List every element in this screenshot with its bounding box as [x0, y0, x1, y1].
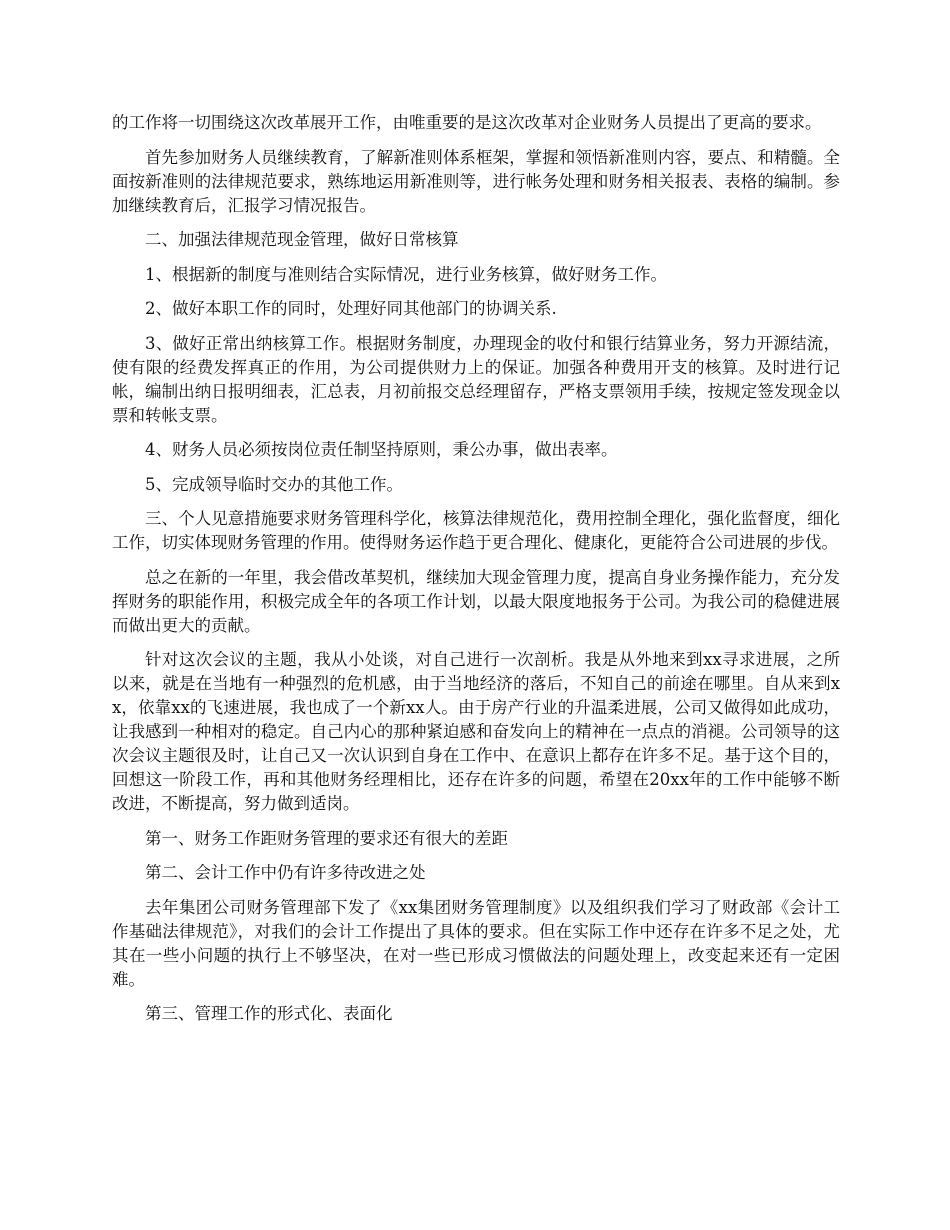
list-item-5: 5、完成领导临时交办的其他工作。 — [145, 474, 403, 494]
paragraph-intro-continuation: 的工作将一切围绕这次改革展开工作，由唯重要的是这次改革对企业财务人员提出了更高的要求。 — [112, 113, 822, 132]
list-item-3: 3、做好正常出纳核算工作。根据财务制度，办理现金的收付和银行结算业务，努力开源结流，使有限的经费发挥真正的作用，为公司提供财力上的保证。加强各种费用开支的核算。及时进行记帐，编制出纳日报明细表，汇总表，月初前报交总经理留存，严格支票领用手续，按规定签发现金以票和转帐支票。 — [112, 333, 840, 425]
paragraph-self-analysis: 针对这次会议的主题，我从小处谈，对自己进行一次剖析。我是从外地来到xx寻求进展，之所以来，就是在当地有一种强烈的危机感，由于当地经济的落后，不知自己的前途在哪里。自从来到xx，依靠xx的飞速进展，我也成了一个新xx人。由于房产行业的升温柔进展，公司又做得如此成功，让我感到一种相对的稳定。自己内心的那种紧迫感和奋发向上的精神在一点点的消褪。公司领导的这次会议主题很及时，让自己又一次认识到自身在工作中、在意识上都存在许多不足。基于这个目的，回想这一阶段工作，再和其他财务经理相比，还存在许多的问题，希望在20xx年的工作中能够不断改进，不断提高，努力做到适岗。 — [112, 650, 840, 813]
paragraph-summary: 总之在新的一年里，我会借改革契机，继续加大现金管理力度，提高自身业务操作能力，充分发挥财务的职能作用，积极完成全年的各项工作计划，以最大限度地报务于公司。为我公司的稳健进展而做出更大的贡献。 — [112, 567, 840, 635]
paragraph-accounting-regulations: 去年集团公司财务管理部下发了《xx集团财务管理制度》以及组织我们学习了财政部《会计工作基础法律规范》，对我们的会计工作提出了具体的要求。但在实际工作中还存在许多不足之处，尤其在一些小问题的执行上不够坚决，在对一些已形成习惯做法的问题处理上，改变起来还有一定困难。 — [112, 897, 840, 989]
section-heading-cash-management: 二、加强法律规范现金管理，做好日常核算 — [145, 230, 459, 249]
list-item-1: 1、根据新的制度与准则结合实际情况，进行业务核算，做好财务工作。 — [145, 264, 667, 284]
point-heading-third: 第三、管理工作的形式化、表面化 — [145, 1004, 393, 1023]
document-page — [112, 111, 840, 1026]
point-heading-second: 第二、会计工作中仍有许多待改进之处 — [145, 863, 426, 882]
list-item-4: 4、财务人员必须按岗位责任制坚持原则，秉公办事，做出表率。 — [145, 440, 618, 459]
paragraph-continuing-education: 首先参加财务人员继续教育，了解新准则体系框架，掌握和领悟新准则内容，要点、和精髓。全面按新准则的法律规范要求，熟练地运用新准则等，进行帐务处理和财务相关报表、表格的编制。参加继续教育后，汇报学习情况报告。 — [112, 147, 840, 215]
point-heading-first: 第一、财务工作距财务管理的要求还有很大的差距 — [145, 828, 508, 848]
section-heading-personal-measures: 三、个人见意措施要求财务管理科学化，核算法律规范化，费用控制全理化，强化监督度，细化工作，切实体现财务管理的作用。使得财务运作趋于更合理化、健康化，更能符合公司进展的步伐。 — [112, 509, 840, 552]
list-item-2: 2、做好本职工作的同时，处理好同其他部门的协调关系. — [145, 299, 557, 318]
